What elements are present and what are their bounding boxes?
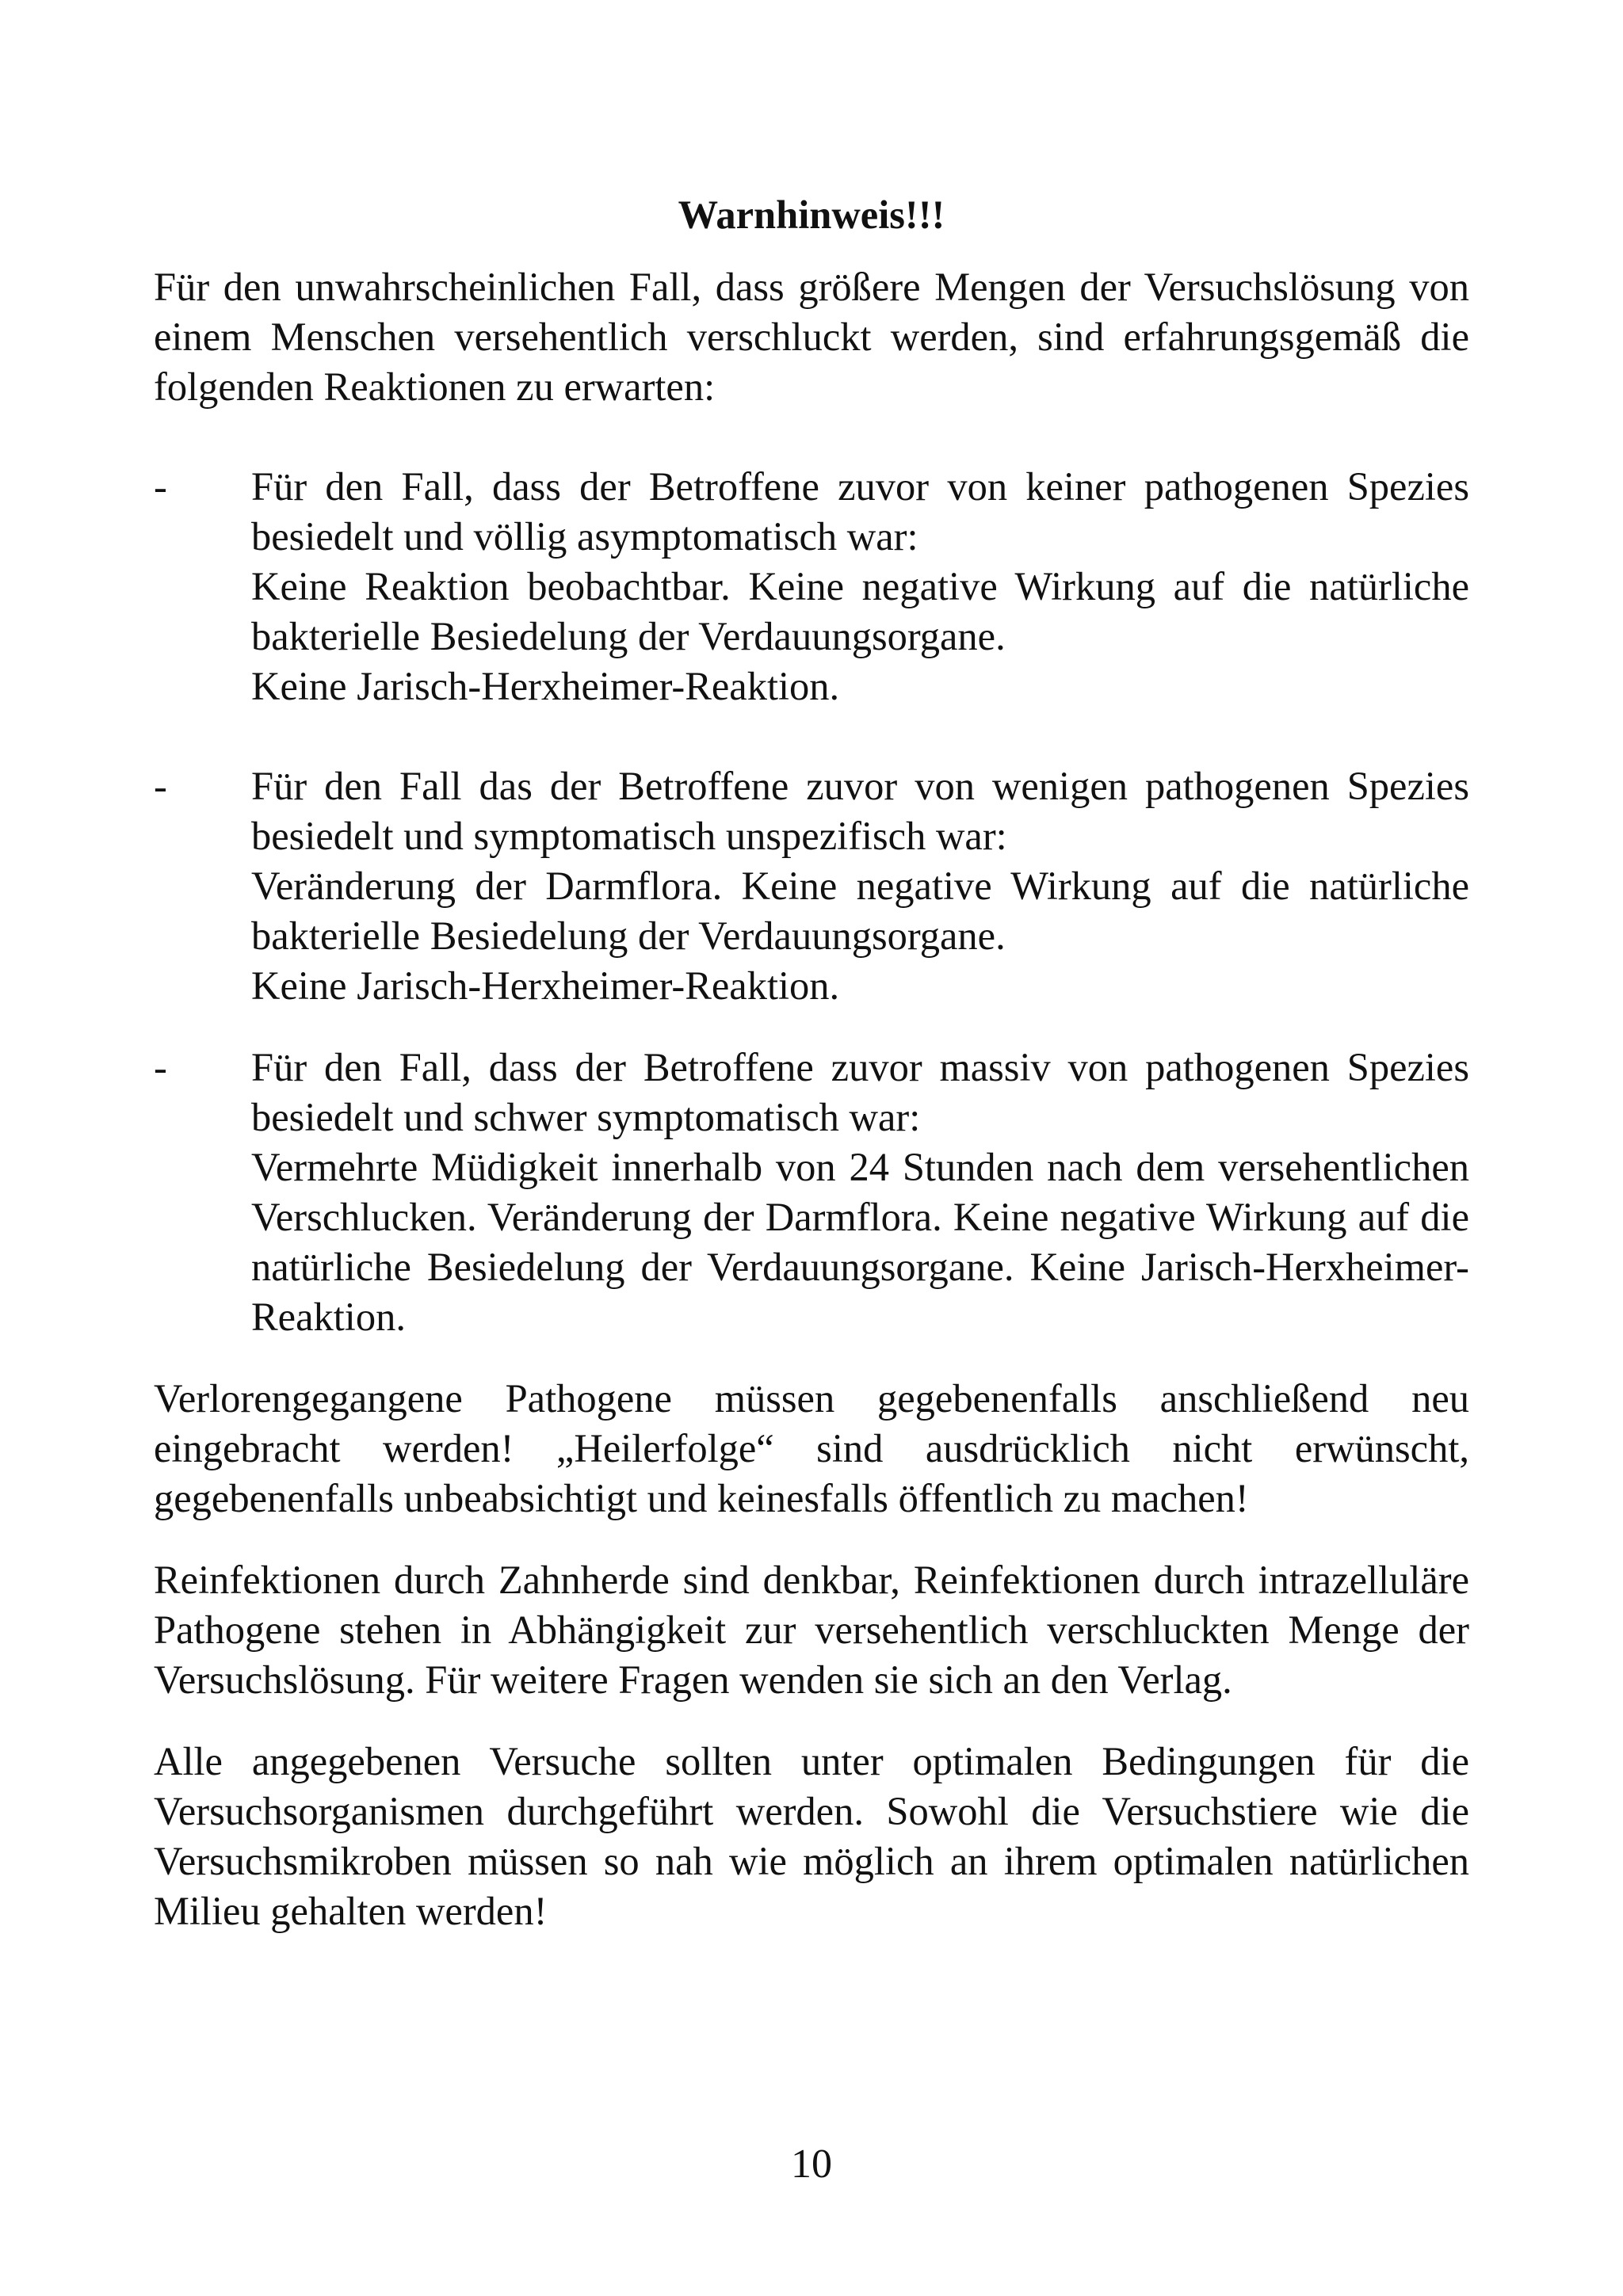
- list-marker: -: [154, 464, 167, 509]
- list-marker: -: [154, 764, 167, 808]
- body-paragraph: Reinfektionen durch Zahnherde sind denkbar, Reinfektionen durch intrazelluläre Pathogene stehen in Abhängigkeit zur versehentlich verschluckten Menge der Versuchslösung. Für weitere Fragen wenden sie sich an den Verlag.: [154, 1558, 1469, 1702]
- item-note: Keine Jarisch-Herxheimer-Reaktion.: [251, 963, 840, 1008]
- body-paragraph: Alle angegebenen Versuche sollten unter optimalen Bedingungen für die Versuchsorganismen durchgeführt werden. Sowohl die Versuchstiere wie die Versuchsmikroben müssen so nah wie möglich an ihrem optimalen natürlichen Milieu gehalten werden!: [154, 1739, 1469, 1933]
- item-reaction: Vermehrte Müdigkeit innerhalb von 24 Stunden nach dem versehentlichen Verschlucken. Veränderung der Darmflora. Keine negative Wirkung auf die natürliche Besiedelung der Verdauungsorgane. Keine Jarisch-Herxheimer-Reaktion.: [251, 1145, 1469, 1339]
- item-reaction: Keine Reaktion beobachtbar. Keine negative Wirkung auf die natürliche bakterielle Besiedelung der Verdauungsorgane.: [251, 564, 1469, 658]
- item-condition: Für den Fall, dass der Betroffene zuvor massiv von pathogenen Spezies besiedelt und schwer symptomatisch war:: [251, 1045, 1469, 1139]
- item-note: Keine Jarisch-Herxheimer-Reaktion.: [251, 664, 840, 708]
- list-marker: -: [154, 1045, 167, 1089]
- item-condition: Für den Fall das der Betroffene zuvor von wenigen pathogenen Spezies besiedelt und symptomatisch unspezifisch war:: [251, 764, 1469, 858]
- item-reaction: Veränderung der Darmflora. Keine negative Wirkung auf die natürliche bakterielle Besiedelung der Verdauungsorgane.: [251, 864, 1469, 958]
- item-condition: Für den Fall, dass der Betroffene zuvor von keiner pathogenen Spezies besiedelt und völlig asymptomatisch war:: [251, 464, 1469, 559]
- intro-paragraph: Für den unwahrscheinlichen Fall, dass größere Mengen der Versuchslösung von einem Menschen versehentlich verschluckt werden, sind erfahrungsgemäß die folgenden Reaktionen zu erwarten:: [154, 265, 1469, 409]
- document-page: [154, 190, 1469, 1936]
- page-title: Warnhinweis!!!: [678, 193, 945, 237]
- list-item: [154, 462, 1469, 711]
- page-number: 10: [791, 2142, 832, 2187]
- list-item: [154, 1043, 1469, 1342]
- list-item: [154, 761, 1469, 1011]
- reaction-list: [154, 462, 1469, 1342]
- body-paragraph: Verlorengegangene Pathogene müssen gegebenenfalls anschließend neu eingebracht werden! „Heilerfolge“ sind ausdrücklich nicht erwünscht, gegebenenfalls unbeabsichtigt und keinesfalls öffentlich zu machen!: [154, 1376, 1469, 1520]
